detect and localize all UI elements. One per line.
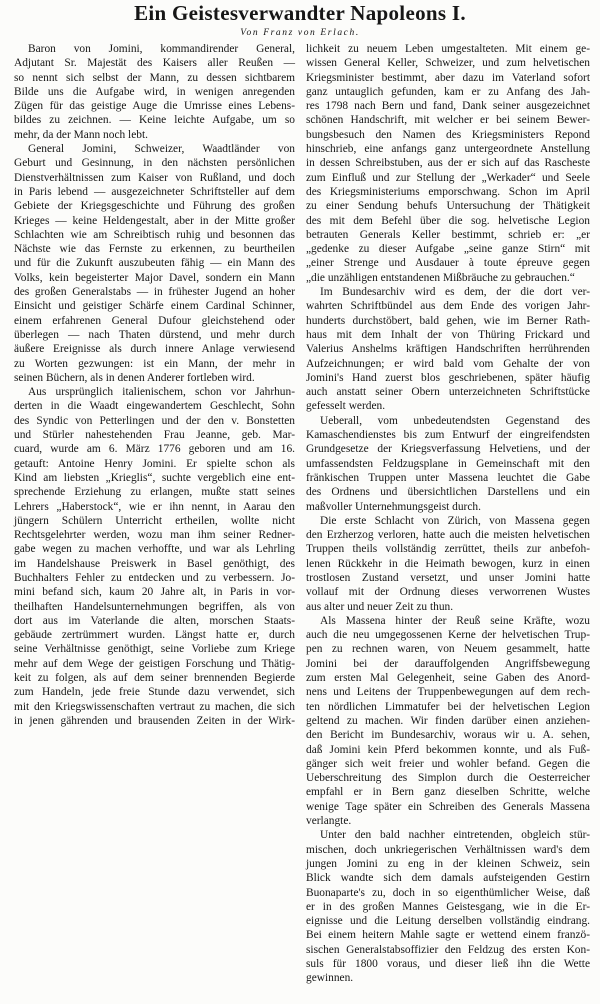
text-line: Nächste wie das Fernste zu erkennen, zu beurtheilen: [14, 243, 295, 256]
text-line: „gedenke zu dieser Aufgabe „seine ganze Stirn“ mit: [306, 243, 590, 256]
text-line: Truppen theils vollständig zerrüttet, theils zur anbefoh-: [306, 543, 590, 556]
text-line: Unter den bald nachher eintretenden, obgleich stür-: [320, 829, 590, 842]
text-line: Bei einem heitern Mahle sagte er wettend einem franzö-: [306, 929, 590, 942]
text-line: des mit dem Befehl über die sog. helvetische Legion: [306, 214, 590, 227]
text-line: Blick wandte sich dem damals aufsteigenden Gestirn: [306, 872, 590, 885]
text-line: einem erfahrenen General Dufour gleichstehend oder: [14, 314, 295, 327]
text-line: Kriegsminister bestimmt, aber dazu im Vaterland sofort: [306, 71, 590, 84]
text-line: gefesselt werden.: [306, 400, 386, 413]
text-line: Kind am liebsten „Krieglis“, suchte vergeblich eine ent-: [14, 471, 295, 484]
paragraph: [306, 514, 590, 614]
text-line: jungen Jomini zu eng in der kleinen Schweiz, sein: [306, 857, 590, 870]
text-line: Buchhalters Fehler zu entdecken und zu verbessern. Jo-: [14, 571, 295, 584]
text-line: Lehrers „Haberstock“, wie er ihn nennt, in Aarau den: [14, 500, 295, 513]
text-line: Die erste Schlacht von Zürich, von Massena gegen: [320, 514, 590, 527]
text-line: Einsicht und geistiger Schärfe einem Cardinal Schinner,: [14, 300, 295, 313]
text-line: seinen Büchern, als in denen Anderer fortleben wird.: [14, 371, 255, 384]
text-line: und für die Zukunft auszubeuten fähig — ein Mann des: [14, 257, 295, 270]
text-line: wenige Tage später ein Schreiben des Generals Massena: [306, 800, 590, 813]
paragraph: [14, 142, 295, 385]
left-column: [14, 42, 295, 728]
text-line: zum Einfluß und zur Stellung der „Werkader“ und Seele: [306, 171, 590, 184]
paragraph: [14, 385, 295, 728]
text-line: Jomini bei der darauffolgenden Angriffsbewegung: [306, 657, 590, 670]
text-line: seine Verhältnisse genöthigt, seine Vorliebe zum Kriege: [14, 643, 295, 656]
text-line: haus mit dem Inhalt der von Thüring Frickard und: [306, 328, 590, 341]
text-line: Volks, kein begeisterter Major Davel, sondern ein Mann: [14, 271, 295, 284]
text-line: umfassendsten Feldzugsplane in Gemeinschaft mit den: [306, 457, 590, 470]
text-line: General Jomini, Schweizer, Waadtländer von: [28, 143, 295, 156]
text-line: mehr, da der Mann noch lebt.: [14, 128, 148, 141]
text-line: Geburt und Gesinnung, in den nächsten persönlichen: [14, 157, 295, 170]
text-line: im Handelshause Preiswerk in Basel genöthigt, des: [14, 557, 295, 570]
text-line: Rechtsgelehrter werden, wozu man ihm seiner Redner-: [14, 529, 295, 542]
text-line: „einer Strenge und Ausdauer à toute épreuve gegen: [306, 257, 590, 270]
text-line: des großen Generalstabs — in frühester Jugend an hoher: [14, 286, 295, 299]
text-line: Valerius Anshelms kräftigen Handschriften herrührenden: [306, 343, 590, 356]
text-line: vollauf mit der Ordnung dieses verworrenen Wustes: [306, 586, 590, 599]
text-line: Als Massena hinter der Reuß seine Kräfte, wozu: [320, 614, 590, 627]
text-line: des Syndic von Petterlingen und der den v. Bonstetten: [14, 414, 295, 427]
text-line: so nennt sich selbst der Mann, zu dessen sichtbarem: [14, 71, 295, 84]
text-line: wissen General Keller, Schweizer, und zum helvetischen: [306, 57, 590, 70]
text-line: Bilde uns die Aufgabe wird, in wenigen anregenden: [14, 85, 295, 98]
text-line: verlangte.: [306, 815, 352, 828]
text-line: Jomini's Hand zuerst blos geschriebenen, später häufig: [306, 371, 590, 384]
text-line: Ueberall, vom unbedeutendsten Gegenstand des: [320, 414, 590, 427]
text-line: Buonaparte's zu, doch in so eigenthümlicher Weise, daß: [306, 886, 590, 899]
text-line: Ueberschreitung des Simplon durch die Oesterreicher: [306, 772, 590, 785]
text-line: zum Handeln, jede freie Stunde dazu verwendet, sich: [14, 686, 295, 699]
text-line: wahrten Schriftbündel aus dem Ende des vorigen Jahr-: [306, 300, 590, 313]
text-line: „die unzähligen entstandenen Mißbräuche zu gebrauchen.“: [306, 271, 575, 284]
text-line: getauft: Antoine Henry Jomini. Er spielte schon als: [14, 457, 295, 470]
text-line: und Stürler nahestehenden Frau Jeanne, geb. Mar-: [14, 429, 295, 442]
text-line: jüngern Schülern Unterricht ertheilen, wollte nicht: [14, 514, 295, 527]
text-line: Grundgesetze der Kriegsverfassung Helvetiens, und der: [306, 443, 590, 456]
text-line: gewinnen.: [306, 972, 354, 985]
text-line: Dienstverhältnissen zum Kaiser von Rußland, und doch: [14, 171, 295, 184]
paragraph: [306, 285, 590, 414]
article-title: Ein Geistesverwandter Napoleons I.: [134, 1, 466, 25]
text-line: empfahl er in Bern ganz dieselben Schritte, welche: [306, 786, 590, 799]
text-line: Zügen für das geistige Auge die Umrisse eines Lebens-: [14, 100, 295, 113]
paragraph: [306, 828, 590, 985]
text-line: mini befand sich, kaum 20 Jahre alt, in Paris in vor-: [14, 586, 295, 599]
text-line: derten in die Waadt eingewandertem Geschlecht, Sohn: [14, 400, 295, 413]
text-line: bildes zu zeichnen. — Keine leichte Aufgabe, um so: [14, 114, 295, 127]
text-line: in dessen Schreibstuben, aus der er sich auf das Rascheste: [306, 157, 590, 170]
text-line: pen zu rechnen waren, von Neuem gesammelt, hatte: [306, 643, 590, 656]
text-line: zu Worten gezwungen: ist ein Mann, der mehr in: [14, 357, 295, 370]
text-line: zum ersten Mal Gelegenheit, seine Gaben des Anord-: [306, 672, 590, 685]
text-line: Gebiete der Kriegsgeschichte und Führung des großen: [14, 200, 295, 213]
text-line: mischen, doch unkriegerischen Verhältnissen ward's dem: [306, 843, 590, 856]
text-line: Schlachten wie am Schreibtisch ruhig und besonnen das: [14, 228, 295, 241]
text-line: ten nördlichen Limmatufer bei der helvetischen Legion: [306, 700, 590, 713]
text-line: fränkischen Truppen unter Massena leuchtet die Gabe: [306, 471, 590, 484]
text-line: schönen Handschrift, mit welcher er bei seinem Bewer-: [306, 114, 590, 127]
text-line: dort aus im Vaterlande die alten, morschen Staats-: [14, 614, 295, 627]
text-line: sischen Generalstabsoffizier den Feldzug des ersten Kon-: [306, 943, 590, 956]
paragraph: [306, 614, 590, 828]
text-line: auch die neu umgegossenen Kerne der helvetischen Trup-: [306, 629, 590, 642]
text-line: sprechende Erziehung zu erlangen, mußte statt seines: [14, 486, 295, 499]
byline: Von Franz von Erlach.: [240, 28, 360, 38]
text-line: geltend zu machen. Wir finden darüber einen anziehen-: [306, 714, 590, 727]
text-line: Baron von Jomini, kommandirender General,: [28, 43, 295, 55]
text-line: den Bericht im Bundesarchiv, woraus wir u. A. sehen,: [306, 729, 590, 742]
text-line: eignisse und die Leitung derselben vollständig eindrang.: [306, 915, 590, 928]
text-line: lichkeit zu neuem Leben umgestalteten. Mit einem ge-: [306, 43, 590, 55]
text-line: des Ordnens und übersichtlichen Darstellens und ein: [306, 486, 590, 499]
right-column: [306, 42, 590, 986]
text-line: mehr auf dem Wege der geistigen Forschung und Thätig-: [14, 657, 295, 670]
paragraph: [14, 42, 295, 142]
text-line: den Erzherzog verloren, hatte auch die meisten helvetischen: [306, 529, 590, 542]
text-line: trostlosen Zustand versetzt, und unser Jomini hatte: [306, 571, 590, 584]
text-line: Im Bundesarchiv wird es dem, der die dort ver-: [320, 286, 590, 299]
text-line: cuard, wurde am 6. März 1776 geboren und am 16.: [14, 443, 295, 456]
text-line: zu einer Sendung behufs Untersuchung der Thätigkeit: [306, 200, 590, 213]
text-line: suls für 1800 voraus, und dieser ließ ihn die Wette: [306, 958, 590, 970]
text-line: gebäude zertrümmert wurden. Längst hatte er, durch: [14, 629, 295, 642]
text-line: lenen Rückkehr in die Heimath bewogen, kurz in einen: [306, 557, 590, 570]
text-line: aus alter und neuer Zeit zu thun.: [306, 600, 454, 613]
text-line: theilhaften Handelsunternehmungen begriffen, als von: [14, 600, 295, 613]
text-line: keit zu folgen, als auf dem seiner brennenden Begierde: [14, 672, 295, 685]
text-line: maßvoller Unternehmungsgeist durch.: [306, 500, 481, 513]
paragraph: [306, 414, 590, 514]
text-line: res 1798 nach Bern und fand, Dank seiner ausgezeichnet: [306, 100, 590, 113]
text-line: Kamaschendienstes bis zum Entwurf der eingreifendsten: [306, 429, 590, 442]
text-line: er in des großen Mannes Geistesgang, wie in die Er-: [306, 900, 590, 913]
text-line: Aufzeichnungen; er wird bald vom Gehalte der von: [306, 357, 590, 370]
text-line: daß Jomini kein Pferd bekommen konnte, und als Fuß-: [306, 743, 590, 756]
text-line: des Kriegsministeriums emporschwang. Schon im April: [306, 185, 590, 198]
text-line: gänger sich weit freier und wohler befand. Gegen die: [306, 757, 590, 770]
text-line: Aus ursprünglich italienischem, schon vor Jahrhun-: [28, 386, 295, 399]
text-line: gabe wegen zu machen verhoffte, und war als Lehrling: [14, 543, 295, 556]
text-line: nens und Leitens der Truppenbewegungen auf dem rech-: [306, 686, 590, 699]
text-line: ganz untauglich gefunden, kam er zu Anfang des Jah-: [306, 85, 590, 98]
text-line: Krieges — keine Heldengestalt, aber in der Mitte großer: [14, 214, 295, 227]
text-line: hunderts durchstöbert, bald gehen, wie im Berner Rath-: [306, 314, 590, 327]
paragraph: [306, 42, 590, 285]
text-line: äußere Ereignisse als durch innere Anlage verwiesend: [14, 343, 295, 356]
text-line: auch anstatt seiner Obern unterzeichneten Schriftstücke: [306, 386, 590, 399]
text-line: in jenen gährenden und brausenden Zeiten in der Wirk-: [14, 714, 295, 727]
text-line: in Paris lebend — ausgezeichneter Schriftsteller auf dem: [14, 185, 295, 198]
text-line: bungsbesuch den Namen des Kriegsministers Repond: [306, 128, 590, 141]
text-line: Adjutant Sr. Majestät des Kaisers aller Reußen —: [14, 57, 295, 70]
text-line: überlegen — nach Thaten dürstend, und mehr durch: [14, 328, 295, 341]
text-line: betrauten Generals Keller bestimmt, schrieb er: „er: [306, 228, 590, 241]
text-line: mit den Kriegswissenschaften vertraut zu machen, die sich: [14, 700, 295, 713]
text-line: hinschrieb, eine anfangs ganz untergeordnete Anstellung: [306, 143, 590, 156]
